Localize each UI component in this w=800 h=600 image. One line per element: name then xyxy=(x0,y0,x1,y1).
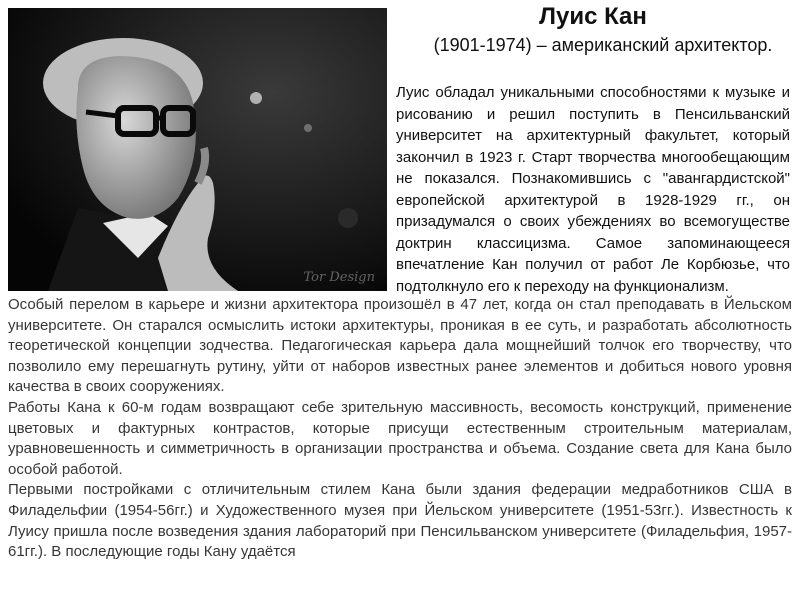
portrait-photo xyxy=(8,8,387,291)
paragraph-buildings: Первыми постройками с отличительным стилем Кана были здания федерации медработников США в Филадельфии (1954-56гг.) и Художественного музея при Йельском университете (1951-53гг.). Известность к Луису пришла после возведения здания лабораторий при Пенсильванском университете (Филадельфия, 1957-61гг.). В последующие годы Кану удаётся xyxy=(8,481,792,561)
main-text xyxy=(8,295,792,563)
page-subtitle: (1901-1974) – американский архитектор. xyxy=(433,35,773,55)
photo-watermark: Tor Design xyxy=(303,270,375,285)
paragraph-works-60s: Работы Кана к 60-м годам возвращают себе зрительную массивность, весомость конструкций, применение цветовых и фактурных контрастов, которые присущи естественным строительным материалам, уравновешенность и симметричность в организации пространства и объема. Создание света для Кана было особой работой. xyxy=(8,398,792,478)
bio-paragraph: Луис обладал уникальными способностями к музыке и рисованию и решил поступить в Пенсильванский университет на архитектурный факультет, который закончил в 1923 г. Старт творчества многообещающим не показался. Познакомившись с "авангардистской" европейской архитектурой в 1928-1929 гг., он призадумался о своих убеждениях во всемогуществе доктрин классицизма. Самое запоминающееся впечатление Кан получил от работ Ле Корбюзье, что подтолкнуло его к переходу на функционализм. xyxy=(396,84,790,295)
paragraph-career: Особый перелом в карьере и жизни архитектора произошёл в 47 лет, когда он стал преподавать в Йельском университете. Он старался осмыслить истоки архитектуры, проникая в ее суть, и разработать абсолютность теоретической концепции зодчества. Педагогическая карьера дала мощнейший толчок его творчеству, что позволило ему перешагнуть рутину, уйти от наборов известных ранее элементов и добиться нового уровня качества в своих сооружениях. xyxy=(8,296,792,396)
page-title: Луис Кан xyxy=(539,3,647,30)
portrait-illustration xyxy=(8,8,387,291)
